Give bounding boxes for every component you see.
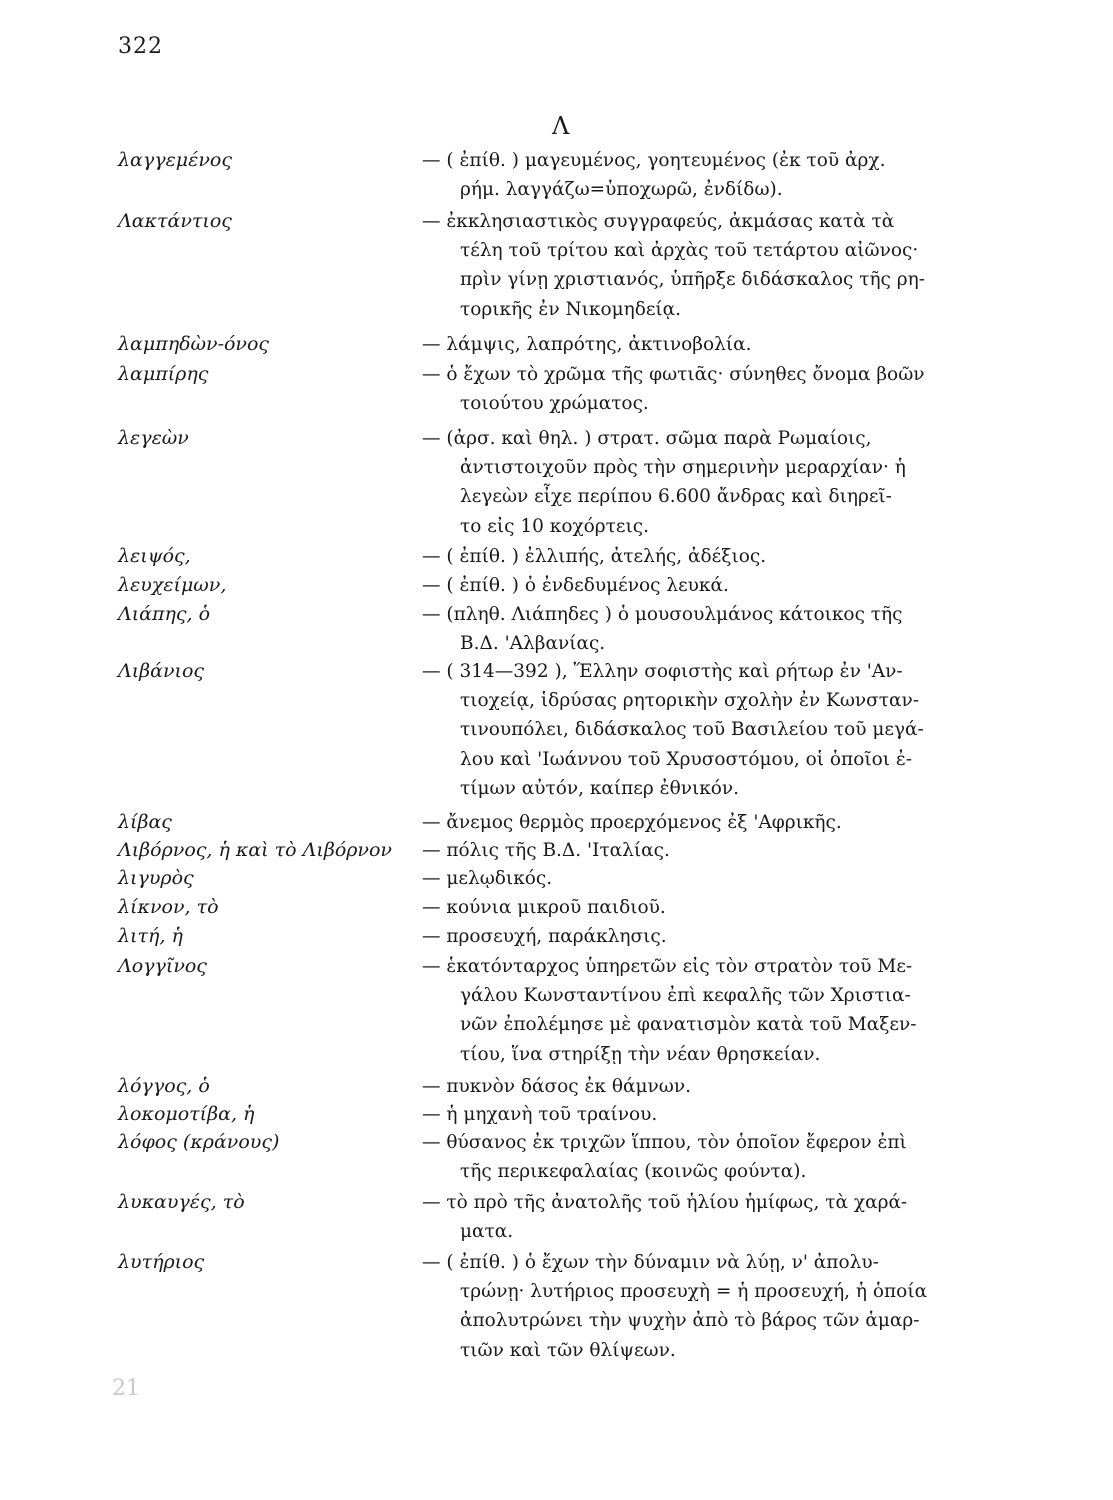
definition-line: — ( ἐπίθ. ) ἐλλιπής, ἀτελής, ἀδέξιος. — [422, 546, 767, 567]
definition-line: τορικῆς ἐν Νικομηδείᾳ. — [460, 298, 682, 320]
definition-line: ματα. — [460, 1221, 514, 1243]
entry-definition — [422, 1100, 982, 1129]
definition-line: — προσευχή, παράκλησις. — [422, 926, 667, 947]
definition-line: τέλη τοῦ τρίτου καὶ ἀρχὰς τοῦ τετάρτου αἰῶνος· — [460, 240, 919, 262]
definition-line: — ἑκατόνταρχος ὑπηρετῶν εἰς τὸν στρατὸν τοῦ Με- — [422, 956, 913, 977]
definition-line: — (ἀρσ. καὶ θηλ. ) στρατ. σῶμα παρὰ Ρωμαίοις, — [422, 428, 872, 449]
entry-headword: Λιβόρνος, ἡ καὶ τὸ Λιβόρνον — [118, 839, 392, 861]
definition-line: — πυκνὸν δάσος ἐκ θάμνων. — [422, 1076, 691, 1097]
definition-line: — ἡ μηχανὴ τοῦ τραίνου. — [422, 1104, 658, 1125]
definition-line: τρώνῃ· λυτήριος προσευχὴ = ἡ προσευχή, ἡ ὁποία — [460, 1281, 928, 1303]
definition-line: τιοχείᾳ, ἱδρύσας ρητορικὴν σχολὴν ἐν Κωνσταν- — [460, 690, 920, 712]
definition-line: — ( ἐπίθ. ) ὁ ἔχων τὴν δύναμιν νὰ λύῃ, ν' ἀπολυ- — [422, 1252, 879, 1273]
definition-line: — ( 314—392 ), Ἕλλην σοφιστὴς καὶ ρήτωρ ἐν 'Αν- — [422, 661, 903, 682]
definition-line: λου καὶ 'Ιωάννου τοῦ Χρυσοστόμου, οἱ ὁποῖοι ἐ- — [460, 748, 913, 770]
entry-headword: λυκαυγές, τὸ — [118, 1191, 245, 1213]
definition-line: τοιούτου χρώματος. — [460, 393, 649, 415]
definition-line: — ἄνεμος θερμὸς προερχόμενος ἐξ 'Αφρικῆς. — [422, 812, 842, 833]
entry-definition — [422, 600, 982, 658]
definition-line: — ( ἐπίθ. ) ὁ ἐνδεδυμένος λευκά. — [422, 575, 729, 596]
entry-definition — [422, 836, 982, 865]
entry-definition — [422, 1072, 982, 1101]
entry-headword: λαγγεμένος — [118, 149, 232, 171]
definition-line: λεγεὼν εἶχε περίπου 6.600 ἄνδρας καὶ διηρεῖ- — [460, 486, 892, 508]
entry-headword: λιτή, ἡ — [118, 925, 183, 947]
entry-headword: λειψός, — [118, 545, 191, 567]
entry-definition — [422, 330, 982, 359]
definition-line: — ἐκκλησιαστικὸς συγγραφεύς, ἀκμάσας κατὰ τὰ — [422, 211, 895, 232]
definition-line: τιῶν καὶ τῶν θλίψεων. — [460, 1339, 676, 1361]
definition-line: — θύσανος ἐκ τριχῶν ἵππου, τὸν ὁποῖον ἔφερον ἐπὶ — [422, 1132, 907, 1153]
definition-line: νῶν ἐπολέμησε μὲ φανατισμὸν κατὰ τοῦ Μαξεν- — [460, 1014, 917, 1036]
entry-headword: λεγεὼν — [118, 427, 189, 449]
definition-line: το εἰς 10 κοχόρτεις. — [460, 515, 649, 537]
entry-definition — [422, 146, 982, 204]
entry-definition — [422, 424, 982, 541]
definition-line: ἀντιστοιχοῦν πρὸς τὴν σημερινὴν μεραρχίαν· ἡ — [460, 457, 906, 479]
entry-definition — [422, 808, 982, 837]
entry-headword: λόφος (κράνους) — [118, 1131, 280, 1153]
definition-line: τίου, ἵνα στηρίξῃ τὴν νέαν θρησκείαν. — [460, 1043, 821, 1065]
section-letter: Λ — [552, 112, 570, 140]
page-number: 322 — [118, 34, 163, 59]
entry-definition — [422, 1248, 982, 1365]
entry-headword: λευχείμων, — [118, 574, 227, 596]
definition-line: — λάμψις, λαπρότης, ἀκτινοβολία. — [422, 334, 752, 355]
definition-line: — πόλις τῆς Β.Δ. 'Ιταλίας. — [422, 840, 670, 861]
entry-headword: λίκνον, τὸ — [118, 896, 219, 918]
entry-headword: Λακτάντιος — [118, 210, 232, 232]
entry-definition — [422, 542, 982, 571]
definition-line: τῆς περικεφαλαίας (κοινῶς φούντα). — [460, 1161, 807, 1183]
entry-headword: λιγυρὸς — [118, 867, 194, 889]
definition-line: ἀπολυτρώνει τὴν ψυχὴν ἀπὸ τὸ βάρος τῶν ἁμαρ- — [460, 1310, 920, 1332]
definition-line: τίμων αὐτόν, καίπερ ἐθνικόν. — [460, 777, 740, 799]
entry-headword: Λιάπης, ὁ — [118, 603, 211, 625]
entry-headword: λαμπίρης — [118, 363, 209, 385]
entry-definition — [422, 864, 982, 893]
entry-definition — [422, 657, 982, 803]
entry-definition — [422, 1128, 982, 1186]
definition-line: — ( ἐπίθ. ) μαγευμένος, γοητευμένος (ἐκ τοῦ ἀρχ. — [422, 150, 886, 171]
entry-definition — [422, 893, 982, 922]
entry-headword: λίβας — [118, 811, 172, 833]
entry-headword: λόγγος, ὁ — [118, 1075, 210, 1097]
definition-line: — (πληθ. Λιάπηδες ) ὁ μουσουλμάνος κάτοικος τῆς — [422, 604, 903, 625]
definition-line: τινουπόλει, διδάσκαλος τοῦ Βασιλείου τοῦ μεγά- — [460, 719, 924, 741]
definition-line: — ὁ ἔχων τὸ χρῶμα τῆς φωτιᾶς· σύνηθες ὄνομα βοῶν — [422, 364, 925, 385]
definition-line: πρὶν γίνῃ χριστιανός, ὑπῆρξε διδάσκαλος τῆς ρη- — [460, 269, 925, 291]
entry-headword: λαμπηδὼν-όνος — [118, 333, 270, 355]
entry-headword: λυτήριος — [118, 1251, 205, 1273]
definition-line: Β.Δ. 'Αλβανίας. — [460, 633, 606, 655]
entry-definition — [422, 207, 982, 324]
entry-headword: λοκομοτίβα, ἡ — [118, 1103, 255, 1125]
entry-definition — [422, 1188, 982, 1246]
entry-definition — [422, 360, 982, 418]
definition-line: ρήμ. λαγγάζω=ὑποχωρῶ, ἐνδίδω). — [460, 179, 783, 201]
entry-definition — [422, 952, 982, 1069]
footer-signature-mark: 21 — [112, 1376, 140, 1401]
definition-line: — τὸ πρὸ τῆς ἀνατολῆς τοῦ ἡλίου ἡμίφως, τὰ χαρά- — [422, 1192, 908, 1213]
definition-line: — μελῳδικός. — [422, 868, 553, 889]
entry-definition — [422, 571, 982, 600]
entry-definition — [422, 922, 982, 951]
definition-line: — κούνια μικροῦ παιδιοῦ. — [422, 897, 666, 918]
entry-headword: Λιβάνιος — [118, 660, 205, 682]
definition-line: γάλου Κωνσταντίνου ἐπὶ κεφαλῆς τῶν Χριστια- — [460, 985, 911, 1007]
entry-headword: Λογγῖνος — [118, 955, 207, 977]
